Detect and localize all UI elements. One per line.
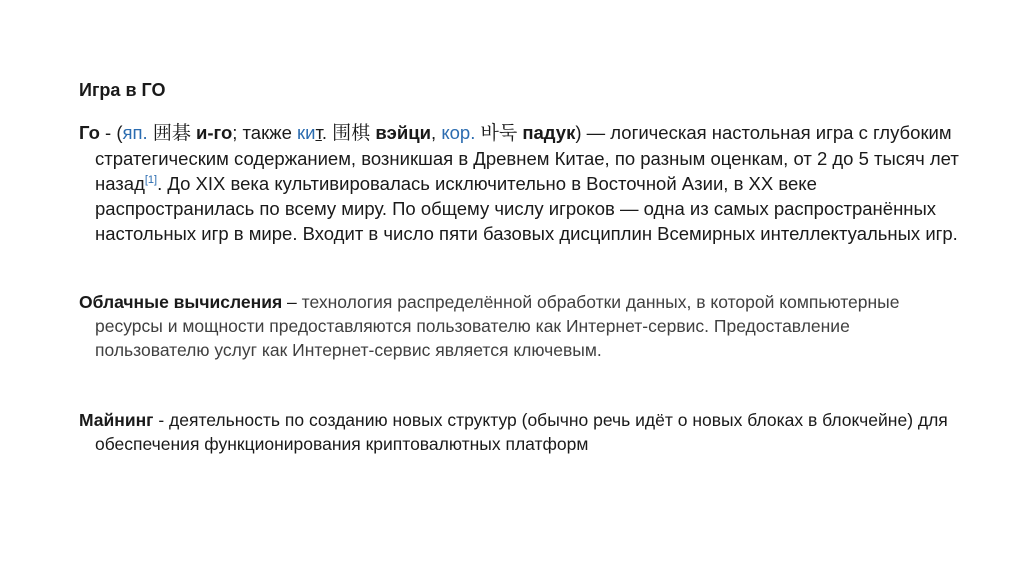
cloud-term: Облачные вычисления: [79, 292, 283, 312]
mining-body: деятельность по созданию новых структур (обычно речь идёт о новых блоках в блокчейне) для обеспечения функционирования криптовалютных платформ: [95, 410, 948, 454]
mining-definition: [79, 408, 964, 456]
page-title: Игра в ГО: [79, 80, 166, 100]
reference-link[interactable]: [1]: [144, 173, 158, 186]
jp-link[interactable]: яп.: [122, 122, 148, 143]
kr-link[interactable]: кор.: [441, 122, 476, 143]
mining-sep: -: [153, 410, 170, 430]
cloud-body: технология распределённой обработки данных, в которой компьютерные ресурсы и мощности предоставляются пользователю как Интернет-сервис. Предоставление пользователю услуг как Интернет-сервис является ключевым.: [95, 292, 900, 360]
ch-link-a: ки: [297, 122, 316, 143]
ch-dot: .: [321, 122, 328, 143]
go-body: логическая настольная игра с глубоким стратегическим содержанием, возникшая в Древнем Китае, по разным оценкам, от 2 до 5 тысяч лет назад: [95, 122, 959, 194]
jp-chars: 囲碁: [152, 122, 191, 144]
go-definition: [79, 120, 964, 246]
go-term: Го: [79, 122, 100, 143]
jp-reading: и-го: [195, 122, 233, 143]
mining-term: Майнинг: [79, 410, 154, 430]
cloud-sep: –: [282, 292, 302, 312]
go-comma: ,: [431, 122, 442, 143]
go-body-2: . До XIX века культивировалась исключительно в Восточной Азии, в XX веке распространилась по всему миру. По общему числу игроков — одна из самых распространённых настольных игр в мире. Входит в число пяти базовых дисциплин Всемирных интеллектуальных игр.: [95, 173, 958, 244]
kr-reading: падук: [522, 122, 576, 143]
cloud-definition: [79, 290, 964, 362]
ch-link-b: т: [315, 122, 322, 143]
ch-reading: вэйци: [375, 122, 432, 143]
go-close: ) —: [575, 122, 611, 143]
ch-link[interactable]: [297, 122, 322, 143]
go-also: ; также: [232, 122, 297, 143]
go-dash: - (: [99, 122, 123, 143]
kr-chars: 바둑: [480, 122, 518, 144]
ch-chars: 围棋: [332, 122, 371, 144]
